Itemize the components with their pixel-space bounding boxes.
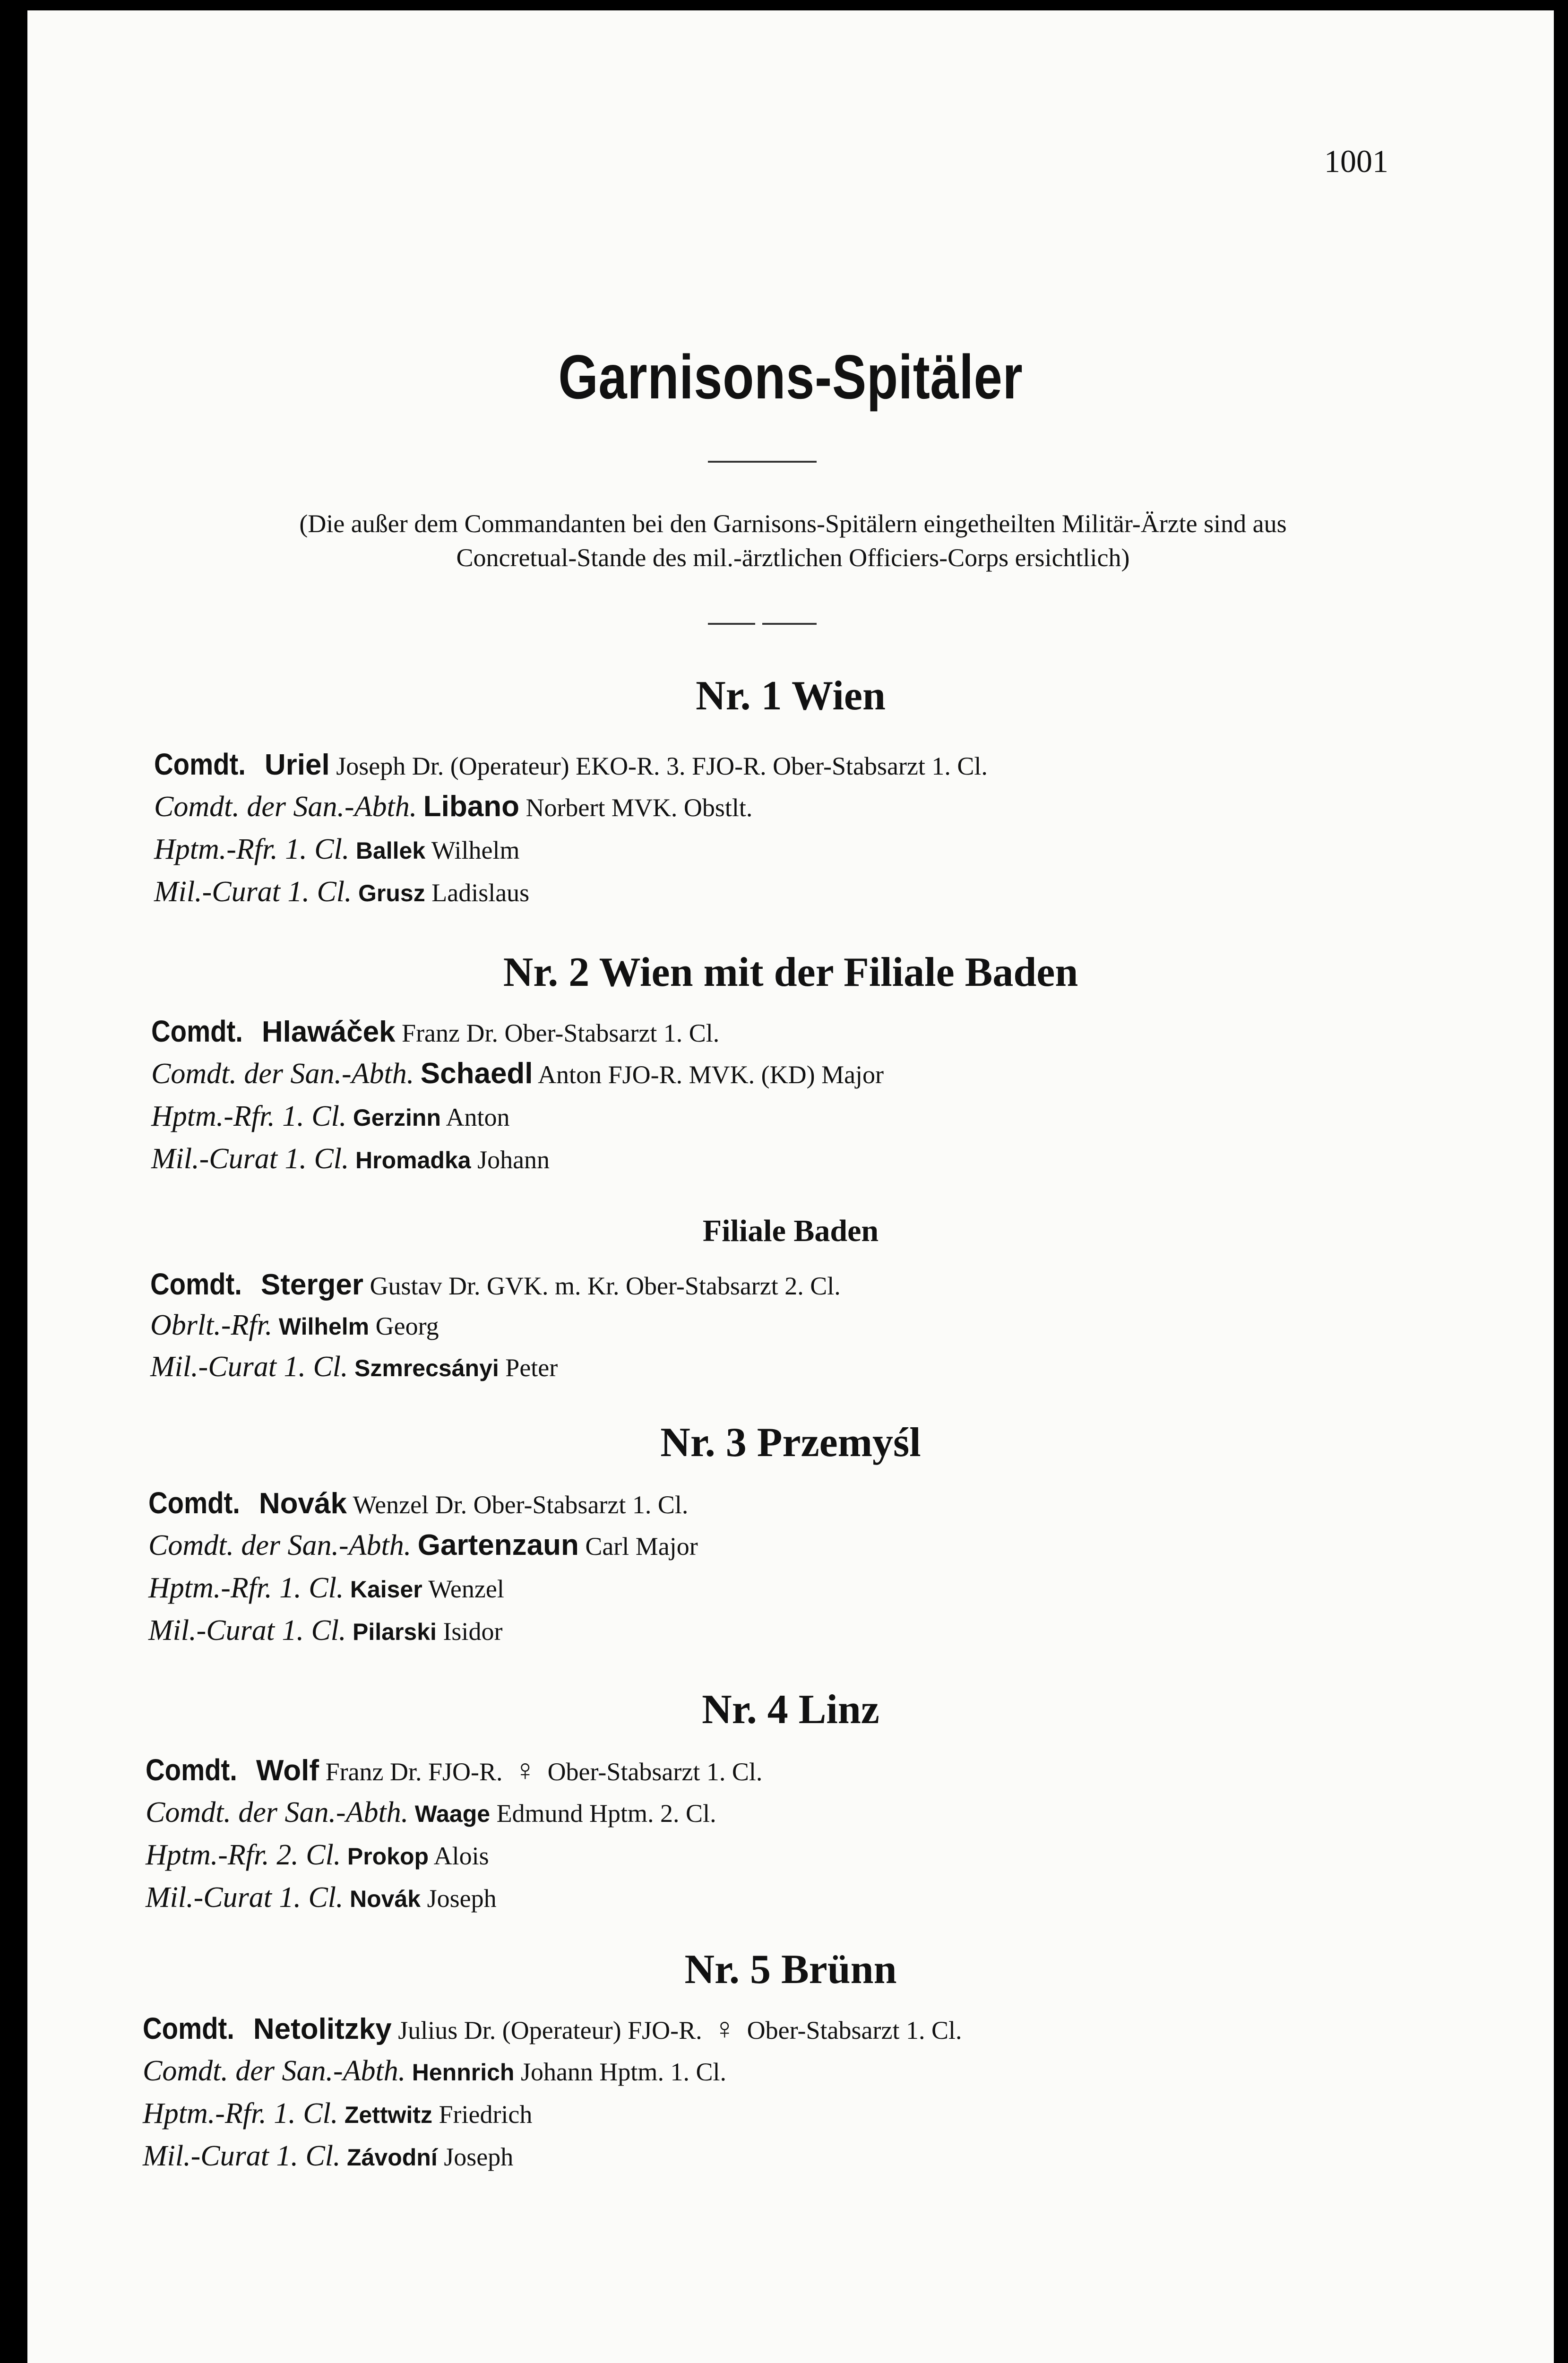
entry-name: Netolitzky: [253, 2013, 392, 2045]
entry-label: Comdt.: [143, 2011, 234, 2045]
entry-name: Uriel: [264, 749, 330, 781]
entry-label: Comdt.: [146, 1753, 237, 1787]
entry-row: [151, 1145, 550, 1174]
entry-details: Anton: [446, 1103, 510, 1131]
section-heading-2: Nr. 2 Wien mit der Filiale Baden: [503, 949, 1078, 995]
entry-label: Mil.-Curat 1. Cl.: [148, 1614, 346, 1647]
entry-name: Libano: [423, 790, 519, 823]
entry-row: [146, 1841, 489, 1871]
entry-label: Comdt. der San.-Abth.: [146, 1796, 409, 1828]
entry-row: [148, 1574, 504, 1604]
entry-row: [148, 1616, 502, 1646]
entry-details: Joseph: [444, 2143, 514, 2171]
entry-details: Wenzel: [428, 1575, 504, 1603]
intro-line-2: Concretual-Stande des mil.-ärztlichen Officiers-Corps ersichtlich): [456, 543, 1130, 572]
entry-details: Ladislaus: [431, 879, 530, 907]
entry-details: Gustav Dr. GVK. m. Kr. Ober-Stabsarzt 2. Cl.: [370, 1272, 841, 1300]
entry-details: Alois: [433, 1842, 489, 1870]
entry-name: Gartenzaun: [417, 1529, 579, 1561]
entry-name: Ballek: [355, 837, 426, 864]
entry-details: Carl Major: [585, 1532, 698, 1561]
entry-row: [154, 747, 988, 781]
entry-row: [146, 1798, 716, 1828]
entry-label: Hptm.-Rfr. 1. Cl.: [151, 1100, 347, 1132]
entry-name: Hlawáček: [261, 1016, 396, 1048]
entry-name: Hennrich: [412, 2059, 515, 2086]
intro-line-1: (Die außer dem Commandanten bei den Garnisons-Spitälern eingetheilten Militär-Ärzte sind aus: [299, 509, 1287, 538]
section-heading-4: Nr. 4 Linz: [702, 1687, 879, 1733]
entry-label: Mil.-Curat 1. Cl.: [143, 2140, 341, 2172]
entry-row: [143, 2057, 726, 2087]
entry-details: Johann: [477, 1146, 550, 1174]
entry-row: [151, 1102, 510, 1132]
entry-details: Peter: [505, 1354, 558, 1382]
entry-name: Prokop: [347, 1843, 429, 1870]
entry-label: Mil.-Curat 1. Cl.: [150, 1351, 348, 1383]
entry-label: Mil.-Curat 1. Cl.: [146, 1881, 344, 1914]
intro-note: [150, 507, 1436, 575]
entry-details: Norbert MVK. Obstlt.: [526, 793, 753, 822]
entry-details: Franz Dr. FJO-R.: [325, 1758, 503, 1786]
entry-name: Wolf: [256, 1754, 319, 1787]
entry-row: [151, 1014, 720, 1048]
entry-details: Isidor: [443, 1617, 503, 1646]
entry-name: Sterger: [260, 1268, 363, 1301]
entry-name: Novák: [350, 1886, 421, 1912]
entry-name: Wilhelm: [278, 1313, 370, 1340]
entry-label: Comdt.: [148, 1486, 240, 1520]
title-divider: [708, 461, 817, 463]
entry-row: [143, 2099, 532, 2129]
entry-label: Comdt.: [154, 747, 246, 781]
entry-row: [154, 790, 753, 823]
entry-details: Wenzel Dr. Ober-Stabsarzt 1. Cl.: [353, 1491, 689, 1519]
entry-row: [150, 1267, 841, 1301]
entry-details: Franz Dr. Ober-Stabsarzt 1. Cl.: [402, 1019, 720, 1047]
entry-name: Grusz: [358, 880, 425, 906]
entry-name: Hromadka: [355, 1147, 471, 1173]
entry-row: [143, 2142, 513, 2172]
subsection-heading-filiale: Filiale Baden: [702, 1214, 879, 1248]
entry-row: [154, 835, 520, 865]
document-page: [27, 10, 1554, 2363]
intro-divider-right: [762, 623, 817, 625]
entry-row: [148, 1486, 689, 1520]
entry-name: Kaiser: [350, 1576, 422, 1603]
entry-name: Schaedl: [420, 1057, 533, 1090]
entry-label: Hptm.-Rfr. 1. Cl.: [148, 1572, 344, 1604]
entry-name: Waage: [414, 1801, 491, 1827]
entry-label: Comdt.: [151, 1014, 243, 1048]
entry-details: Joseph Dr. (Operateur) EKO-R. 3. FJO-R. Ober-Stabsarzt 1. Cl.: [336, 752, 988, 780]
section-heading-1: Nr. 1 Wien: [696, 673, 886, 719]
entry-row: [146, 1753, 763, 1787]
entry-details: Joseph: [427, 1884, 497, 1913]
entry-row: [143, 2011, 962, 2045]
entry-label: Comdt. der San.-Abth.: [151, 1058, 414, 1090]
entry-details: Edmund Hptm. 2. Cl.: [496, 1799, 716, 1828]
entry-label: Mil.-Curat 1. Cl.: [151, 1143, 349, 1175]
entry-name: Gerzinn: [353, 1104, 441, 1131]
entry-label: Hptm.-Rfr. 1. Cl.: [143, 2097, 338, 2130]
entry-row: [146, 1883, 497, 1913]
section-heading-3: Nr. 3 Przemyśl: [660, 1420, 921, 1466]
entry-label: Hptm.-Rfr. 2. Cl.: [146, 1839, 341, 1871]
page-number: 1001: [1324, 143, 1388, 179]
entry-label: Obrlt.-Rfr.: [150, 1309, 273, 1341]
entry-label: Mil.-Curat 1. Cl.: [154, 876, 352, 908]
entry-row: [150, 1311, 439, 1341]
intro-divider-left: [708, 623, 755, 625]
entry-name: Pilarski: [353, 1619, 437, 1645]
entry-label: Comdt.: [150, 1267, 242, 1301]
order-symbol-icon: ♀: [514, 1753, 537, 1787]
entry-row: [148, 1531, 698, 1561]
entry-label: Hptm.-Rfr. 1. Cl.: [154, 833, 350, 865]
entry-details: Friedrich: [439, 2100, 533, 2129]
entry-label: Comdt. der San.-Abth.: [154, 791, 417, 823]
entry-rank: Ober-Stabsarzt 1. Cl.: [547, 1758, 763, 1786]
entry-label: Comdt. der San.-Abth.: [143, 2055, 406, 2087]
entry-rank: Ober-Stabsarzt 1. Cl.: [747, 2016, 962, 2044]
order-symbol-icon: ♀: [713, 2012, 736, 2045]
entry-name: Szmrecsányi: [354, 1355, 499, 1381]
entry-row: [150, 1353, 558, 1382]
entry-name: Závodní: [347, 2144, 438, 2171]
section-heading-5: Nr. 5 Brünn: [684, 1947, 897, 1992]
entry-details: Johann Hptm. 1. Cl.: [520, 2058, 726, 2086]
entry-row: [151, 1057, 884, 1090]
entry-details: Georg: [375, 1312, 439, 1340]
entry-row: [154, 878, 529, 907]
page-title: Garnisons-Spitäler: [558, 342, 1023, 412]
entry-details: Wilhelm: [431, 836, 520, 864]
entry-details: Julius Dr. (Operateur) FJO-R.: [398, 2016, 702, 2044]
entry-label: Comdt. der San.-Abth.: [148, 1529, 412, 1561]
entry-name: Novák: [258, 1487, 347, 1520]
entry-details: Anton FJO-R. MVK. (KD) Major: [538, 1061, 884, 1089]
entry-name: Zettwitz: [344, 2102, 432, 2128]
